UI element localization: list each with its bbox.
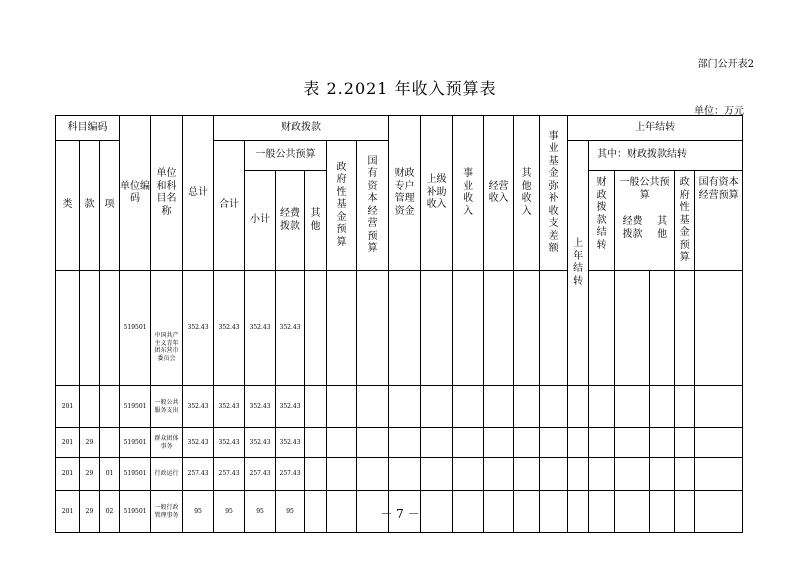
cell-heji: 352.43 — [214, 386, 245, 428]
cell-unit-name: 群众团体事务 — [151, 428, 183, 458]
cell-heji: 352.43 — [214, 271, 245, 386]
table-row — [56, 458, 743, 491]
header-unit-code: 单位编码 — [120, 116, 151, 271]
cell-total: 257.43 — [183, 458, 214, 491]
header-funding-2: 经费拨款 — [622, 216, 643, 240]
header-general-budget-2 — [615, 171, 675, 271]
cell-subtotal: 257.43 — [245, 458, 276, 491]
header-state-capital-2: 国有资本经营预算 — [695, 171, 743, 271]
header-xiang: 项 — [100, 141, 120, 271]
cell-xiang: 02 — [100, 491, 120, 533]
cell-subtotal: 352.43 — [245, 428, 276, 458]
header-other-income: 其他收入 — [514, 116, 540, 271]
header-fund-make-up: 事业基金弥补收支差额 — [540, 116, 568, 271]
cell-kuan: 29 — [80, 491, 100, 533]
cell-unit-name: 行政运行 — [151, 458, 183, 491]
page-number: － 7 － — [380, 507, 420, 521]
header-other: 其他 — [305, 171, 327, 271]
header-general-budget-2-label: 一般公共预算 — [619, 177, 670, 201]
header-prev-carry: 上年结转 — [568, 116, 743, 141]
cell-xiang — [100, 271, 120, 386]
header-fiscal-carry: 财政拨款结转 — [589, 171, 615, 271]
cell-total: 352.43 — [183, 428, 214, 458]
cell-funding: 352.43 — [276, 271, 305, 386]
cell-subtotal: 352.43 — [245, 271, 276, 386]
header-subject-code: 科目编码 — [56, 116, 120, 141]
header-funding: 经费拨款 — [276, 171, 305, 271]
header-business-income: 事业收入 — [453, 116, 484, 271]
cell-funding: 352.43 — [276, 386, 305, 428]
page-title: 表 2.2021 年收入预算表 — [303, 79, 497, 98]
cell-total: 95 — [183, 491, 214, 533]
cell-unit-code: 519501 — [120, 491, 151, 533]
cell-total: 352.43 — [183, 271, 214, 386]
header-gov-fund: 政府性基金预算 — [327, 141, 357, 271]
header-of-which-fiscal: 其中：财政拨款结转 — [589, 141, 743, 171]
cell-unit-code: 519501 — [120, 386, 151, 428]
header-kuan: 款 — [80, 141, 100, 271]
header-subtotal: 小计 — [245, 171, 276, 271]
cell-lei: 201 — [56, 458, 80, 491]
table-row — [56, 271, 743, 386]
table-row — [56, 428, 743, 458]
header-higher-subsidy: 上级补助收入 — [421, 116, 453, 271]
header-gov-fund-2: 政府性基金预算 — [675, 171, 695, 271]
cell-subtotal: 95 — [245, 491, 276, 533]
header-fiscal-special: 财政专户管理资金 — [389, 116, 421, 271]
header-heji: 合计 — [214, 141, 245, 271]
cell-funding: 352.43 — [276, 428, 305, 458]
cell-kuan — [80, 386, 100, 428]
cell-lei: 201 — [56, 491, 80, 533]
cell-lei: 201 — [56, 386, 80, 428]
header-operating-income: 经营收入 — [484, 116, 514, 271]
cell-unit-code: 519501 — [120, 428, 151, 458]
header-prev-carry-col: 上年结转 — [568, 141, 589, 386]
cell-unit-name: 中国共产主义青年团东营市委员会 — [151, 271, 183, 386]
header-fiscal: 财政拨款 — [214, 116, 389, 141]
cell-kuan: 29 — [80, 428, 100, 458]
cell-heji: 352.43 — [214, 428, 245, 458]
cell-unit-name: 一般行政管理事务 — [151, 491, 183, 533]
cell-unit-name: 一般公共服务支出 — [151, 386, 183, 428]
cell-lei: 201 — [56, 428, 80, 458]
header-total: 总计 — [183, 116, 214, 271]
header-other-2: 其他 — [657, 216, 668, 240]
header-unit-name: 单位和科目名称 — [151, 116, 183, 271]
cell-funding: 95 — [276, 491, 305, 533]
cell-lei — [56, 271, 80, 386]
cell-kuan: 29 — [80, 458, 100, 491]
cell-unit-code: 519501 — [120, 458, 151, 491]
unit-label: 单位：万元 — [694, 106, 744, 117]
cell-kuan — [80, 271, 100, 386]
header-lei: 类 — [56, 141, 80, 271]
cell-heji: 257.43 — [214, 458, 245, 491]
header-state-capital: 国有资本经营预算 — [357, 141, 389, 271]
table-number-label: 部门公开表2 — [697, 59, 754, 70]
cell-heji: 95 — [214, 491, 245, 533]
cell-xiang — [100, 386, 120, 428]
cell-funding: 257.43 — [276, 458, 305, 491]
cell-subtotal: 352.43 — [245, 386, 276, 428]
cell-unit-code: 519501 — [120, 271, 151, 386]
cell-total: 352.43 — [183, 386, 214, 428]
budget-table — [55, 115, 743, 533]
header-general-budget: 一般公共预算 — [245, 141, 327, 171]
cell-xiang — [100, 428, 120, 458]
table-row — [56, 386, 743, 428]
cell-xiang: 01 — [100, 458, 120, 491]
